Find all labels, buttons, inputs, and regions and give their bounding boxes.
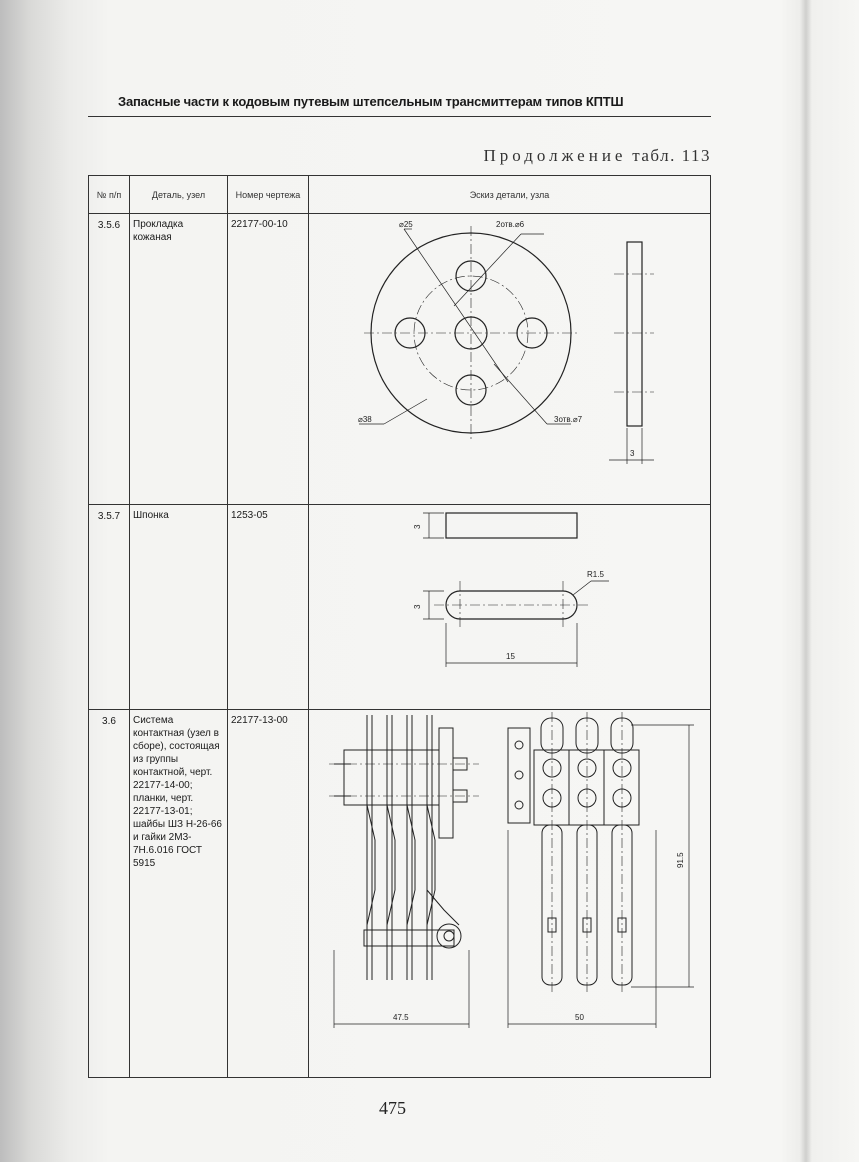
contact-system-drawing	[309, 710, 710, 1076]
col-header-number: № п/п	[89, 176, 130, 214]
parts-table	[88, 175, 711, 1078]
gasket-side-view	[627, 242, 642, 426]
col-header-sketch: Эскиз детали, узла	[309, 176, 711, 214]
key-side-view	[446, 513, 577, 538]
sketch-contact-system	[309, 710, 711, 1078]
terminal-block	[534, 750, 639, 825]
table-row	[89, 505, 711, 710]
drawing-number: 22177-00-10	[228, 214, 309, 505]
dim-key-length: 15	[506, 652, 515, 661]
continuation-table-ref: табл. 113	[632, 146, 711, 165]
dim-holes-7: 3отв.⌀7	[554, 415, 583, 424]
key-drawing	[309, 505, 710, 709]
dim-width-47-5: 47.5	[393, 1013, 409, 1022]
running-header: Запасные части к кодовым путевым штепсельным трансмиттерам типов КПТШ	[118, 94, 624, 109]
gasket-drawing	[309, 214, 710, 504]
part-name: Шпонка	[130, 505, 228, 710]
dim-holes-6: 2отв.⌀6	[496, 220, 525, 229]
dim-key-height-side: 3	[413, 524, 422, 529]
dim-height-91-5: 91.5	[676, 852, 685, 868]
row-number: 3.6	[89, 710, 130, 1078]
continuation-word: Продолжение	[483, 146, 627, 165]
page-number: 475	[379, 1098, 406, 1118]
part-name: Прокладка кожаная	[130, 214, 228, 505]
dim-diameter-38: ⌀38	[358, 415, 372, 424]
header-rule	[88, 116, 711, 117]
drawing-number: 1253-05	[228, 505, 309, 710]
sketch-key	[309, 505, 711, 710]
dim-key-radius: R1.5	[587, 570, 604, 579]
table-continuation-label	[483, 146, 711, 166]
dim-width-50: 50	[575, 1013, 584, 1022]
dim-key-height-top: 3	[413, 604, 422, 609]
drawing-number: 22177-13-00	[228, 710, 309, 1078]
table-row	[89, 710, 711, 1078]
sketch-gasket	[309, 214, 711, 505]
contact-bar	[439, 728, 453, 838]
table-header-row	[89, 176, 711, 214]
col-header-part: Деталь, узел	[130, 176, 228, 214]
part-name: Система контактная (узел в сборе), состоящая из группы контактной, черт. 22177-14-00; планки, черт. 22177-13-01; шайбы ШЗ Н-26-66 и гайки 2М3-7Н.6.016 ГОСТ 5915	[130, 710, 228, 1078]
dim-outer-diameter-25: ⌀25	[399, 220, 413, 229]
table-row	[89, 214, 711, 505]
row-number: 3.5.7	[89, 505, 130, 710]
col-header-drawing: Номер чертежа	[228, 176, 309, 214]
dim-thickness: 3	[630, 449, 635, 458]
row-number: 3.5.6	[89, 214, 130, 505]
